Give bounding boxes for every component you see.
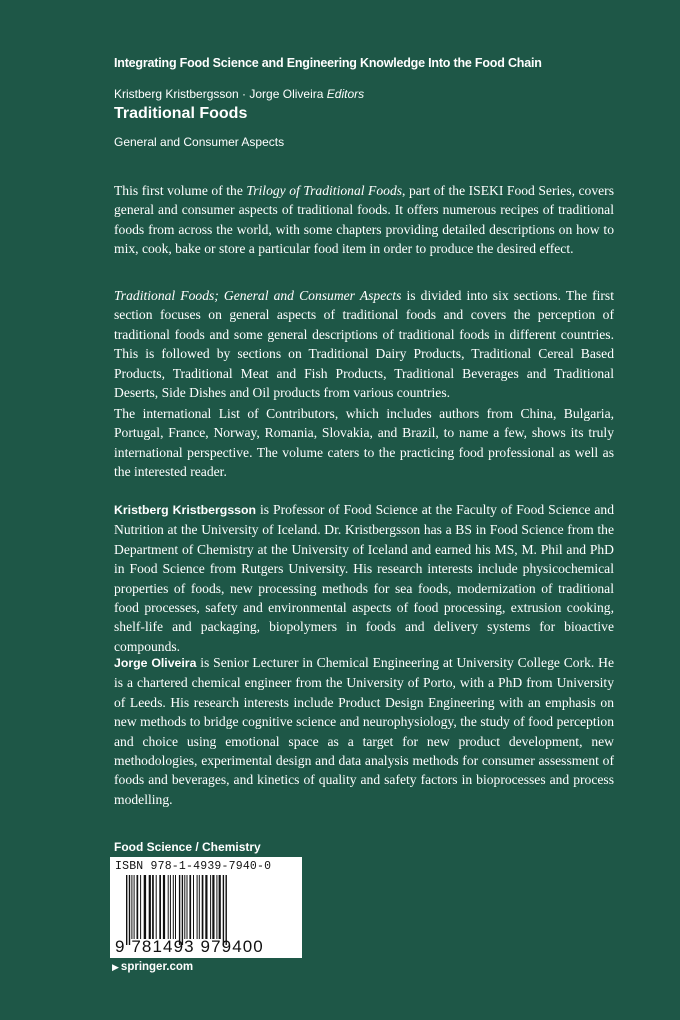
barcode-bar [193,875,194,939]
book-subtitle: General and Consumer Aspects [114,135,285,149]
barcode-bar [184,875,185,939]
barcode-bar [187,875,188,939]
editor-bio-kristbergsson [114,500,614,656]
p1-italic: Trilogy of Traditional Foods [246,183,403,198]
barcode-bar [129,875,130,945]
p1-text-a: This first volume of the [114,183,247,198]
barcode-bar [219,875,221,939]
publisher-url[interactable]: springer.com [120,961,194,973]
arrow-icon: ▶ [112,962,119,972]
barcode-bar [126,875,127,945]
editors-line [114,87,364,101]
barcode-bar [131,875,132,939]
editor-bio-oliveira [114,653,614,809]
barcode-bar [212,875,214,939]
p1-text-b: , part of the ISEKI Food Series, covers general and consumer aspects of traditional foods. It offers numerous recipes of traditional foods from across the world, with some chapters providing detailed descriptions on how to mix, cook, bake or store a particular food item in order to produce the desired effect. [114,183,614,257]
bio1-name: Kristberg Kristbergsson [114,503,257,517]
p2-text: is divided into six sections. The first section focuses on general aspects of traditional foods and covers the perception of traditional foods and some general descriptions of traditional foods in different countries. This is followed by sections on Traditional Dairy Products, Traditional Cereal Based Products, Traditional Meat and Fish Products, Traditional Beverages and Traditional Deserts, Side Dishes and Oil products from various countries. [114,288,614,401]
description-paragraph-3: The international List of Contributors, which includes authors from China, Bulgaria, Portugal, France, Norway, Romania, Slovakia, and Brazil, to name a few, shows its truly international perspective. The volume caters to the practicing food professional as well as the interested reader. [114,406,614,480]
barcode-bar [163,875,165,939]
barcode-bar [189,875,191,939]
editors-role: Editors [326,87,365,101]
isbn-label: ISBN 978-1-4939-7940-0 [115,860,272,873]
isbn-barcode [110,857,302,958]
barcode-bar [182,875,183,945]
barcode-bar [149,875,151,939]
subject-category: Food Science / Chemistry [114,840,261,854]
barcode-bar [197,875,198,939]
barcode-bar [223,875,224,945]
barcode-bar [199,875,200,939]
barcode-bar [170,875,171,939]
barcode-bar [140,875,141,939]
barcode-bar [226,875,227,945]
book-title: Traditional Foods [114,105,248,122]
barcode-bar [152,875,154,939]
barcode-bar [144,875,146,939]
editor-names: Kristberg Kristbergsson · Jorge Oliveira [114,87,324,101]
barcode-bar [205,875,207,939]
barcode-bar [179,875,180,945]
barcode-bar [210,875,211,939]
description-paragraph-1 [114,181,614,259]
barcode-bar [159,875,161,939]
ean-digits: 9 781493 979400 [115,937,264,956]
description-paragraph-2 [114,286,614,402]
bio1-text: is Professor of Food Science at the Faculty of Food Science and Nutrition at the University of Iceland. Dr. Kristbergsson has a BS in Food Science from the Department of Chemistry at the University of Iceland and earned his MS, M. Phil and PhD in Food Science from Rutgers University. His research interests include physicochemical properties of foods, new processing methods for sea foods, modernization of traditional food processes, safety and environmental aspects of food processing, extrusion cooking, shelf-life and packaging, biopolymers in foods and delivery systems for bioactive compounds. [114,502,614,654]
p2-italic: Traditional Foods; General and Consumer Aspects [114,288,402,303]
barcode-bar [216,875,217,939]
barcode-bar [134,875,135,939]
barcode-bar [173,875,174,939]
barcode-bar [202,875,204,939]
bio2-name: Jorge Oliveira [114,656,197,670]
publisher-link[interactable] [112,961,193,973]
bio2-text: is Senior Lecturer in Chemical Engineering at University College Cork. He is a chartered chemical engineer from the University of Porto, with a PhD from University of Leeds. His research interests include Product Design Engineering with an emphasis on new methods to bridge cognitive science and neurophysiology, the study of food perception and choice using emotional space as a target for new product development, new methodologies, experimental design and data analysis methods for consumer assessment of foods and beverages, and kinetics of quality and safety factors in bioprocesses and process modelling. [114,655,614,807]
barcode-bar [156,875,157,939]
barcode-bar [137,875,139,939]
series-title: Integrating Food Science and Engineering Knowledge Into the Food Chain [114,56,542,70]
barcode-bar [168,875,169,939]
barcode-bar [175,875,176,939]
